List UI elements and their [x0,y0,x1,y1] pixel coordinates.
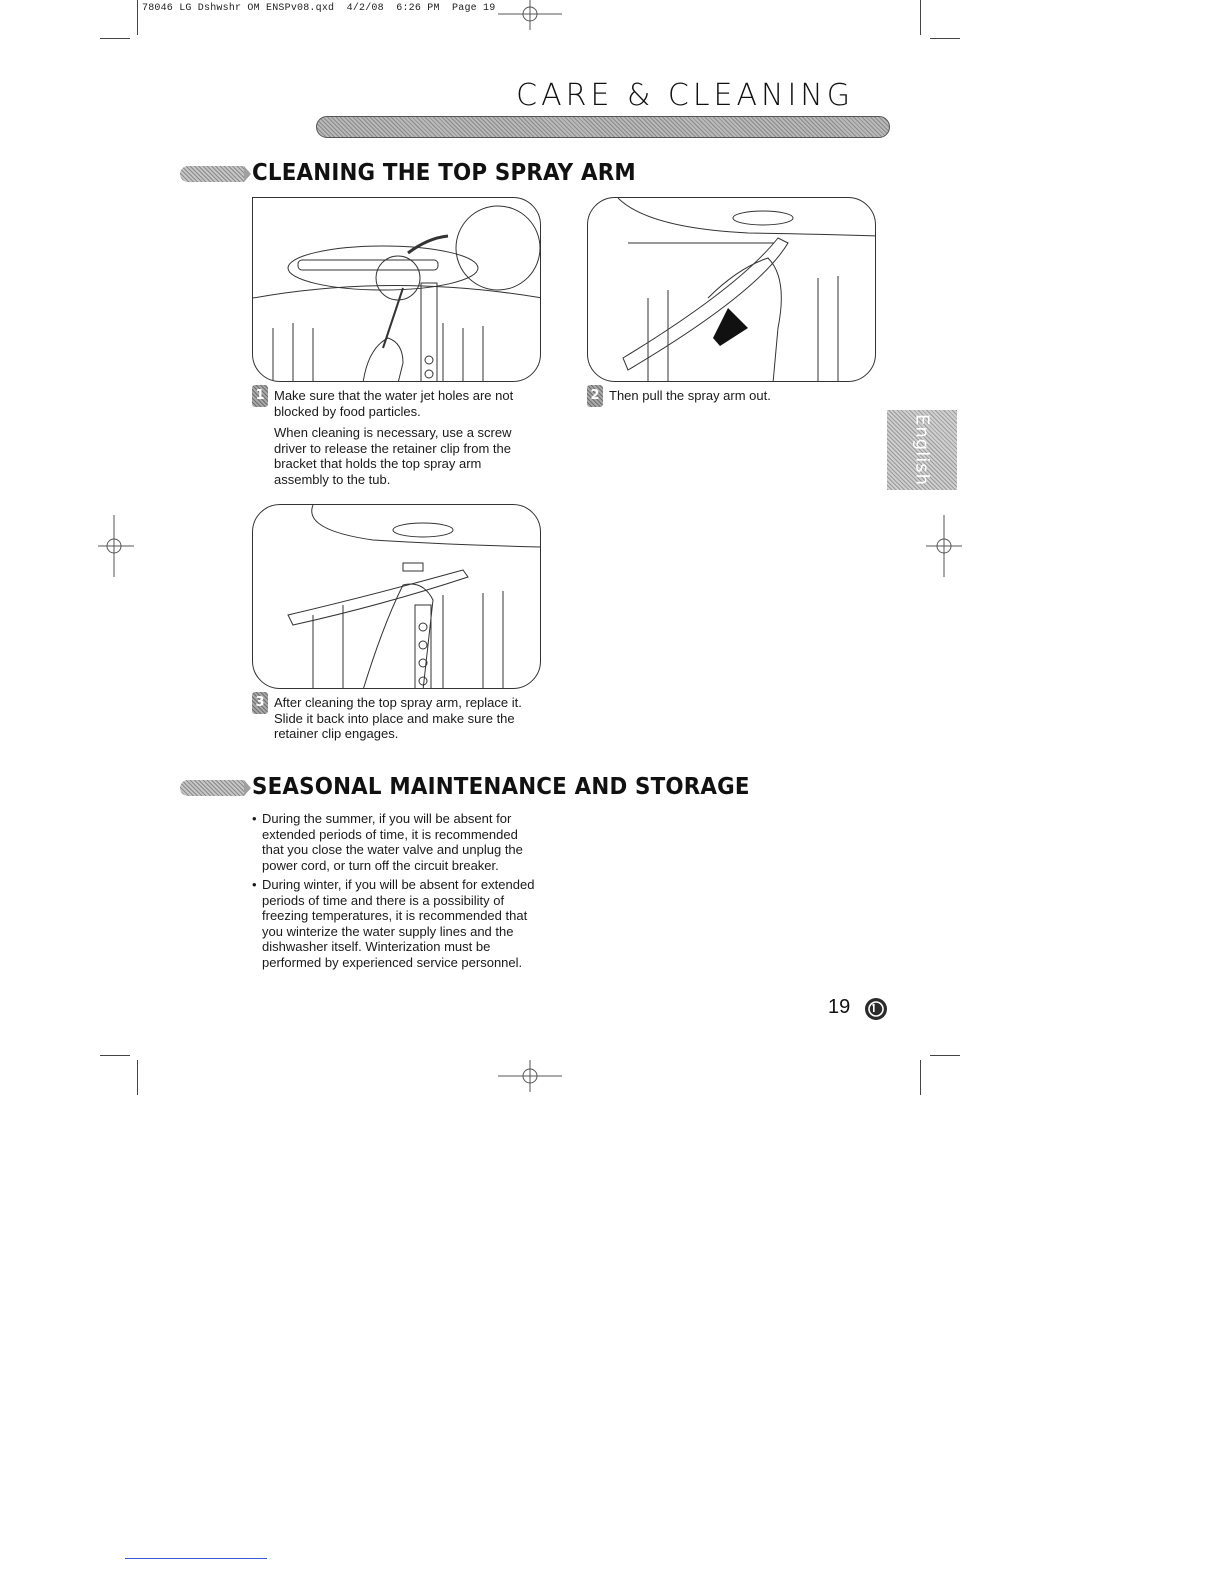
figure-step-2 [587,197,876,382]
section-marker [180,166,244,182]
page-number: 19 [828,996,851,1018]
bullet-item: • During the summer, if you will be absent for extended periods of time, it is recommended that you close the water valve and unplug the power cord, or turn off the circuit breaker. [252,811,542,873]
step-1-paragraph: When cleaning is necessary, use a screw driver to release the retainer clip from the bracket that holds the top spray arm assembly to the tub. [274,425,512,487]
language-side-tab [887,410,957,490]
registration-mark-icon [498,1060,562,1092]
spray-arm-pull-illustration [588,198,876,382]
step-3-text [274,695,539,748]
step-number-badge: 1 [252,385,268,407]
spray-arm-screwdriver-illustration [253,198,541,382]
crop-mark [137,0,138,35]
step-2-paragraph: Then pull the spray arm out. [609,388,771,403]
language-side-tab-label: English [911,414,933,486]
crop-mark [930,1055,960,1056]
crop-mark [930,38,960,39]
crop-mark [920,1060,921,1095]
bullet-item: • During winter, if you will be absent for extended periods of time and there is a possibility of freezing temperatures, it is recommended that you winterize the water supply lines and the dishwasher itself. Winterization must be performed by experienced service personnel. [252,877,542,970]
step-2-text [609,388,869,410]
section-title-seasonal: SEASONAL MAINTENANCE AND STORAGE [252,774,750,800]
print-slug: 78046 LG Dshwshr OM ENSPv08.qxd 4/2/08 6:26 PM Page 19 [142,3,496,14]
page-header-title: CARE & CLEANING [516,78,854,113]
step-number-badge: 3 [252,692,268,714]
crop-mark [137,1060,138,1095]
step-number-badge: 2 [587,385,603,407]
step-1-paragraph: Make sure that the water jet holes are not blocked by food particles. [274,388,514,419]
figure-step-3 [252,504,541,689]
section-marker [180,780,244,796]
registration-mark-icon [98,515,134,577]
crop-mark [100,38,130,39]
step-3-paragraph: After cleaning the top spray arm, replace it. Slide it back into place and make sure the retainer clip engages. [274,695,522,741]
section-title-spray-arm: CLEANING THE TOP SPRAY ARM [252,160,636,186]
lg-logo-icon [864,997,888,1021]
bottom-rule [125,1558,267,1559]
header-bar [316,116,890,138]
crop-mark [100,1055,130,1056]
spray-arm-replace-illustration [253,505,541,689]
step-1-text [274,388,534,493]
crop-mark [920,0,921,35]
registration-mark-icon [498,0,562,30]
figure-step-1 [252,197,541,382]
registration-mark-icon [926,515,962,577]
seasonal-bullet-list [252,811,542,974]
